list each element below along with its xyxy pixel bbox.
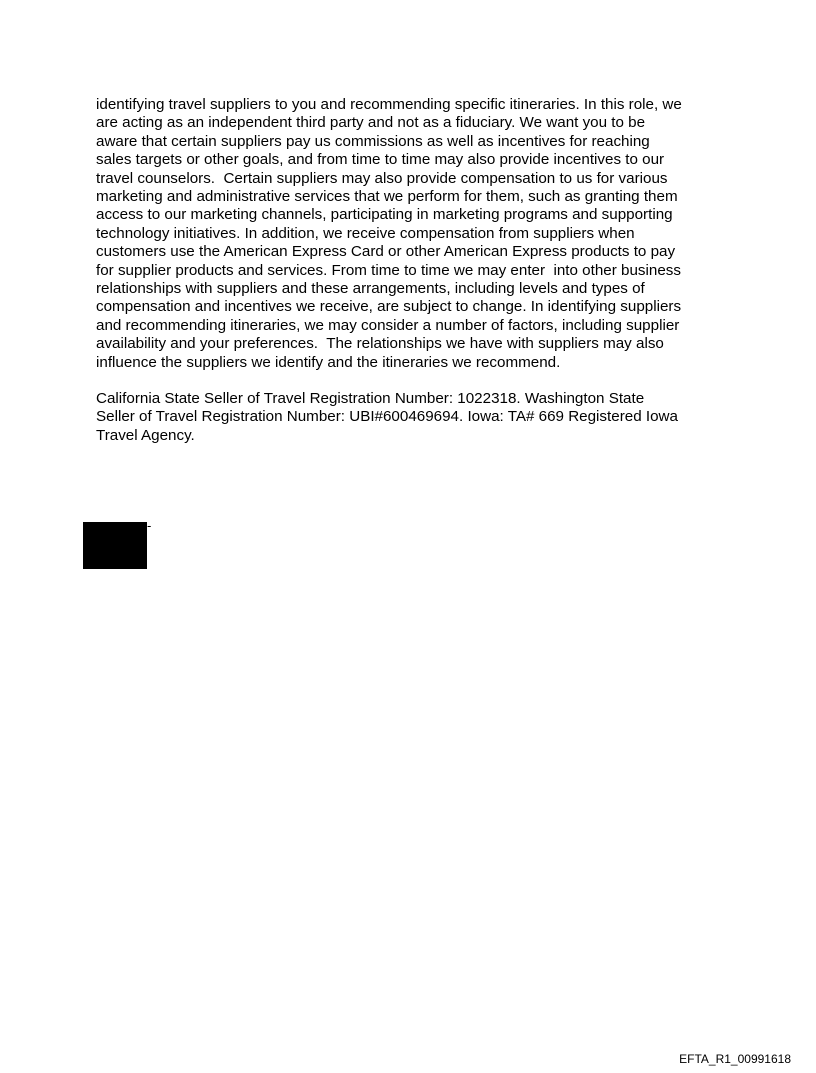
text-line: compensation and incentives we receive, are subject to change. In identifying suppliers	[96, 298, 682, 316]
text-line: access to our marketing channels, participating in marketing programs and supporting	[96, 206, 673, 224]
text-line: availability and your preferences. The relationships we have with suppliers may also	[96, 335, 664, 353]
text-line: are acting as an independent third party and not as a fiduciary. We want you to be	[96, 114, 646, 132]
text-line: marketing and administrative services that we perform for them, such as granting them	[96, 188, 678, 206]
registration-paragraph	[96, 390, 736, 445]
redaction-trailing-mark: -	[147, 518, 152, 533]
text-line: customers use the American Express Card or other American Express products to pay	[96, 243, 676, 261]
text-line: relationships with suppliers and these arrangements, including levels and types of	[96, 280, 645, 298]
disclosure-paragraph	[96, 96, 736, 372]
text-line: sales targets or other goals, and from time to time may also provide incentives to our	[96, 151, 665, 169]
text-line: California State Seller of Travel Registration Number: 1022318. Washington State	[96, 390, 645, 407]
text-line: travel counselors. Certain suppliers may also provide compensation to us for various	[96, 169, 668, 187]
text-line: identifying travel suppliers to you and recommending specific itineraries. In this role, we	[96, 96, 682, 113]
redaction-block	[83, 522, 147, 569]
text-line: and recommending itineraries, we may consider a number of factors, including supplier	[96, 316, 680, 334]
document-id: EFTA_R1_00991618	[679, 1052, 791, 1066]
text-line: aware that certain suppliers pay us commissions as well as incentives for reaching	[96, 132, 650, 150]
text-line: influence the suppliers we identify and the itineraries we recommend.	[96, 353, 561, 371]
text-line: for supplier products and services. From time to time we may enter into other business	[96, 261, 681, 279]
text-line: Seller of Travel Registration Number: UBI#600469694. Iowa: TA# 669 Registered Iowa	[96, 408, 678, 426]
text-line: technology initiatives. In addition, we receive compensation from suppliers when	[96, 224, 635, 242]
text-line: Travel Agency.	[96, 426, 195, 444]
